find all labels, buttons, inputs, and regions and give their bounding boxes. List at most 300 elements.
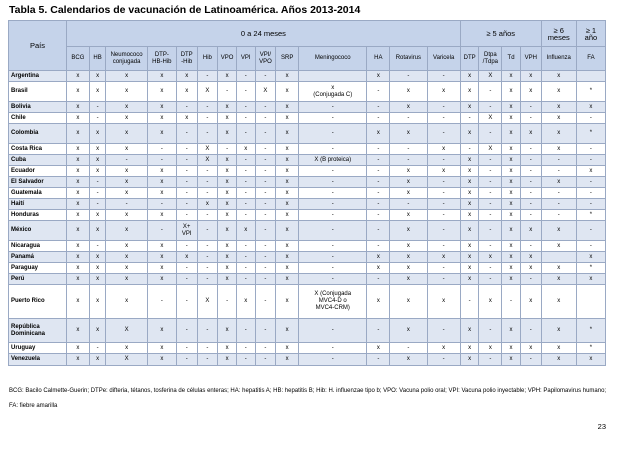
table-cell: - xyxy=(176,210,197,221)
column-header: VPI/ VPO xyxy=(255,47,276,71)
table-cell: x xyxy=(147,124,176,144)
column-header: DTP- HB-Hib xyxy=(147,47,176,71)
table-cell: x xyxy=(106,252,147,263)
table-cell: - xyxy=(176,285,197,319)
table-cell: - xyxy=(236,82,255,102)
column-header: HB xyxy=(89,47,106,71)
table-cell: x xyxy=(427,252,460,263)
table-row xyxy=(9,252,606,263)
header-0-24-meses: 0 a 24 meses xyxy=(67,21,461,47)
table-cell: x xyxy=(502,274,521,285)
table-cell: - xyxy=(299,199,367,210)
table-cell: - xyxy=(390,155,427,166)
table-cell: - xyxy=(255,263,276,274)
table-cell: x xyxy=(460,82,479,102)
table-cell: x xyxy=(576,274,605,285)
table-cell: - xyxy=(427,210,460,221)
table-cell: x xyxy=(390,252,427,263)
header-pais: País xyxy=(9,21,67,71)
table-cell: x xyxy=(276,354,299,366)
table-cell: - xyxy=(255,166,276,177)
table-cell: - xyxy=(479,82,502,102)
table-cell: - xyxy=(299,241,367,252)
table-cell: - xyxy=(255,124,276,144)
table-cell: - xyxy=(541,155,576,166)
table-cell: x xyxy=(276,319,299,343)
table-cell: X xyxy=(255,82,276,102)
table-cell: x xyxy=(367,343,390,354)
table-cell: - xyxy=(197,319,218,343)
table-cell: x xyxy=(390,263,427,274)
table-cell: - xyxy=(147,285,176,319)
table-cell: X xyxy=(479,113,502,124)
table-cell: x xyxy=(67,252,90,263)
table-cell: - xyxy=(236,188,255,199)
table-row xyxy=(9,113,606,124)
table-cell: - xyxy=(299,343,367,354)
table-cell: - xyxy=(427,274,460,285)
table-cell: - xyxy=(197,102,218,113)
table-cell: x xyxy=(541,319,576,343)
table-cell: x xyxy=(520,343,541,354)
table-cell: x xyxy=(502,199,521,210)
table-cell: x xyxy=(502,82,521,102)
table-cell: x xyxy=(460,252,479,263)
table-cell: x xyxy=(67,124,90,144)
table-row xyxy=(9,71,606,82)
table-cell: x xyxy=(147,354,176,366)
table-cell: x xyxy=(541,263,576,274)
table-cell: x xyxy=(479,343,502,354)
table-cell: - xyxy=(367,210,390,221)
table-cell: - xyxy=(427,354,460,366)
table-cell: x xyxy=(67,285,90,319)
table-cell: - xyxy=(367,354,390,366)
table-cell: - xyxy=(299,274,367,285)
table-cell: - xyxy=(106,199,147,210)
table-cell: x xyxy=(460,102,479,113)
table-cell: x xyxy=(67,113,90,124)
column-header: DTP xyxy=(460,47,479,71)
table-cell: * xyxy=(576,82,605,102)
table-cell: - xyxy=(576,188,605,199)
table-cell: x xyxy=(276,199,299,210)
table-row xyxy=(9,319,606,343)
table-cell: x xyxy=(276,102,299,113)
table-cell: X xyxy=(106,319,147,343)
table-cell: x xyxy=(576,252,605,263)
table-cell: x xyxy=(276,166,299,177)
table-cell: - xyxy=(541,188,576,199)
table-cell: x xyxy=(67,144,90,155)
table-cell: x xyxy=(197,199,218,210)
table-cell: - xyxy=(236,210,255,221)
table-cell: - xyxy=(367,82,390,102)
table-cell: x xyxy=(276,113,299,124)
table-cell: - xyxy=(255,319,276,343)
table-cell: x xyxy=(576,166,605,177)
table-cell: - xyxy=(89,343,106,354)
table-cell: - xyxy=(299,177,367,188)
table-cell: - xyxy=(427,71,460,82)
table-cell: x xyxy=(541,124,576,144)
table-cell: - xyxy=(197,113,218,124)
table-cell: - xyxy=(255,71,276,82)
table-cell: - xyxy=(427,177,460,188)
country-cell: El Salvador xyxy=(9,177,67,188)
table-cell: x xyxy=(147,274,176,285)
table-cell: x xyxy=(541,113,576,124)
table-cell: x xyxy=(576,354,605,366)
table-cell: * xyxy=(576,124,605,144)
header-5-anos: ≥ 5 años xyxy=(460,21,541,47)
table-row xyxy=(9,177,606,188)
table-row xyxy=(9,166,606,177)
table-cell: x xyxy=(276,155,299,166)
table-cell: - xyxy=(460,285,479,319)
table-cell: x xyxy=(218,343,237,354)
table-cell: x xyxy=(427,82,460,102)
table-cell: x xyxy=(236,144,255,155)
table-cell: x xyxy=(520,82,541,102)
table-cell: - xyxy=(197,343,218,354)
table-cell: - xyxy=(576,221,605,241)
table-cell: - xyxy=(255,241,276,252)
table-cell: - xyxy=(479,241,502,252)
table-cell: x xyxy=(67,274,90,285)
table-cell: x xyxy=(460,263,479,274)
table-cell: - xyxy=(176,124,197,144)
table-cell: x xyxy=(147,113,176,124)
table-cell xyxy=(576,285,605,319)
table-cell: - xyxy=(479,124,502,144)
table-cell: - xyxy=(299,319,367,343)
table-cell: - xyxy=(541,166,576,177)
table-cell: x xyxy=(106,188,147,199)
table-cell: x xyxy=(276,241,299,252)
table-cell: X xyxy=(479,71,502,82)
table-cell: x xyxy=(218,188,237,199)
country-cell: Argentina xyxy=(9,71,67,82)
table-cell: - xyxy=(479,263,502,274)
table-cell: - xyxy=(236,241,255,252)
table-cell: x xyxy=(520,71,541,82)
table-cell: - xyxy=(197,241,218,252)
table-cell: x xyxy=(218,124,237,144)
table-cell: x xyxy=(276,343,299,354)
column-header: Neumococo conjugada xyxy=(106,47,147,71)
footnote: BCG: Bacilo Calmette-Guerin; DTPe: difteria, tétanos, tosferina de células enteras; HA: hepatitis A; HB: hepatitis B; Hib: H. influenzae tipo b; VPO: Vacuna polio oral; VPI: Vacuna polio inyectable; VPH: Papilomavirus humano; FA: fiebre amarilla xyxy=(9,388,607,409)
table-cell: x xyxy=(147,252,176,263)
table-cell: x xyxy=(541,221,576,241)
table-cell: - xyxy=(427,113,460,124)
table-cell: - xyxy=(367,155,390,166)
table-cell: - xyxy=(427,221,460,241)
country-cell: Guatemala xyxy=(9,188,67,199)
table-cell: x xyxy=(367,285,390,319)
table-cell: - xyxy=(299,166,367,177)
table-cell: x xyxy=(460,71,479,82)
column-header: Meningococo xyxy=(299,47,367,71)
table-row xyxy=(9,188,606,199)
table-cell: x xyxy=(89,144,106,155)
table-cell: x xyxy=(67,221,90,241)
table-cell: x xyxy=(276,274,299,285)
table-cell: x xyxy=(502,124,521,144)
column-header: DTP -Hib xyxy=(176,47,197,71)
table-cell: x xyxy=(390,210,427,221)
table-cell: - xyxy=(236,166,255,177)
table-cell: x xyxy=(502,155,521,166)
table-cell: x xyxy=(147,102,176,113)
country-cell: Honduras xyxy=(9,210,67,221)
country-cell: Panamá xyxy=(9,252,67,263)
table-cell: x xyxy=(67,188,90,199)
table-cell: x xyxy=(276,285,299,319)
table-cell: x xyxy=(479,285,502,319)
table-cell: x xyxy=(89,319,106,343)
table-cell: x xyxy=(89,155,106,166)
column-header: VPI xyxy=(236,47,255,71)
table-cell: * xyxy=(576,210,605,221)
country-cell: Paraguay xyxy=(9,263,67,274)
table-cell: x xyxy=(89,71,106,82)
table-cell: - xyxy=(541,199,576,210)
table-cell: - xyxy=(460,113,479,124)
table-cell: - xyxy=(390,199,427,210)
table-cell: x xyxy=(541,144,576,155)
table-cell: x xyxy=(502,166,521,177)
table-cell: x xyxy=(390,354,427,366)
table-cell: - xyxy=(576,144,605,155)
table-cell: x xyxy=(218,252,237,263)
table-cell: x xyxy=(502,71,521,82)
table-cell: x xyxy=(147,166,176,177)
table-cell: - xyxy=(427,188,460,199)
table-cell: - xyxy=(197,71,218,82)
column-header: SRP xyxy=(276,47,299,71)
table-cell: - xyxy=(479,155,502,166)
table-cell: x xyxy=(106,166,147,177)
vaccination-table xyxy=(8,20,606,366)
table-cell: x xyxy=(147,177,176,188)
table-cell: - xyxy=(255,144,276,155)
table-cell: - xyxy=(479,210,502,221)
table-cell: - xyxy=(479,221,502,241)
table-cell: - xyxy=(427,319,460,343)
table-cell: - xyxy=(299,124,367,144)
table-cell: x xyxy=(176,82,197,102)
table-cell: x xyxy=(67,199,90,210)
table-row xyxy=(9,241,606,252)
table-cell: x xyxy=(541,82,576,102)
table-cell: - xyxy=(255,343,276,354)
table-cell: - xyxy=(236,155,255,166)
table-cell: x xyxy=(218,319,237,343)
table-cell: x xyxy=(276,124,299,144)
table-cell: - xyxy=(176,199,197,210)
table-cell: x xyxy=(218,263,237,274)
table-cell: x xyxy=(460,155,479,166)
table-cell: x xyxy=(276,71,299,82)
table-cell: - xyxy=(427,155,460,166)
table-cell: x xyxy=(89,221,106,241)
table-cell: - xyxy=(427,199,460,210)
table-cell: - xyxy=(197,252,218,263)
table-cell: - xyxy=(520,319,541,343)
country-cell: México xyxy=(9,221,67,241)
country-cell: Chile xyxy=(9,113,67,124)
country-cell: Ecuador xyxy=(9,166,67,177)
table-cell: x xyxy=(218,221,237,241)
table-cell: x xyxy=(427,285,460,319)
table-cell: - xyxy=(197,274,218,285)
column-header: HA xyxy=(367,47,390,71)
table-cell: x xyxy=(218,166,237,177)
table-cell: x xyxy=(218,354,237,366)
table-cell: - xyxy=(255,199,276,210)
table-cell: x xyxy=(106,124,147,144)
table-cell: x xyxy=(89,210,106,221)
table-cell: X xyxy=(197,144,218,155)
table-cell: - xyxy=(89,241,106,252)
table-cell: - xyxy=(197,263,218,274)
table-cell: x xyxy=(390,124,427,144)
table-cell: x xyxy=(276,263,299,274)
table-row xyxy=(9,102,606,113)
table-cell: - xyxy=(236,124,255,144)
table-cell: x xyxy=(541,102,576,113)
table-cell: x xyxy=(390,166,427,177)
table-cell: - xyxy=(576,177,605,188)
table-cell: - xyxy=(197,188,218,199)
table-cell: x (Conjugada C) xyxy=(299,82,367,102)
table-cell: x xyxy=(460,221,479,241)
table-cell: x xyxy=(390,285,427,319)
table-cell: x xyxy=(67,343,90,354)
table-cell: X xyxy=(197,285,218,319)
table-cell: x xyxy=(218,102,237,113)
table-cell: - xyxy=(576,113,605,124)
table-cell: x xyxy=(67,82,90,102)
table-cell: x xyxy=(218,71,237,82)
column-header: Td xyxy=(502,47,521,71)
table-cell: x xyxy=(502,221,521,241)
table-row xyxy=(9,210,606,221)
table-cell: - xyxy=(236,274,255,285)
table-cell: - xyxy=(236,343,255,354)
table-cell: x xyxy=(147,210,176,221)
table-cell: - xyxy=(479,102,502,113)
table-cell: - xyxy=(427,241,460,252)
table-cell: x xyxy=(460,241,479,252)
table-cell: - xyxy=(176,343,197,354)
table-cell: x xyxy=(541,285,576,319)
table-cell: * xyxy=(576,263,605,274)
table-cell: - xyxy=(236,319,255,343)
table-cell: * xyxy=(576,319,605,343)
table-cell: - xyxy=(367,274,390,285)
table-cell: x xyxy=(89,124,106,144)
country-cell: Nicaragua xyxy=(9,241,67,252)
table-cell: x xyxy=(390,241,427,252)
table-cell: x xyxy=(367,71,390,82)
country-cell: Bolivia xyxy=(9,102,67,113)
table-cell: x xyxy=(502,210,521,221)
table-cell: x xyxy=(106,144,147,155)
table-cell: x xyxy=(106,102,147,113)
table-cell: x xyxy=(479,252,502,263)
table-cell: - xyxy=(299,221,367,241)
table-cell: x xyxy=(502,252,521,263)
country-cell: Colombia xyxy=(9,124,67,144)
table-cell: x xyxy=(218,155,237,166)
table-cell: - xyxy=(479,354,502,366)
table-cell: - xyxy=(89,102,106,113)
table-cell: x xyxy=(67,102,90,113)
table-cell: - xyxy=(576,199,605,210)
table-cell: - xyxy=(218,82,237,102)
table-cell: x xyxy=(218,274,237,285)
table-cell: x xyxy=(276,177,299,188)
table-cell: x xyxy=(460,210,479,221)
table-cell: - xyxy=(520,113,541,124)
table-cell: - xyxy=(390,144,427,155)
table-cell: - xyxy=(502,285,521,319)
table-cell: x xyxy=(106,241,147,252)
table-cell: - xyxy=(367,319,390,343)
table-cell: - xyxy=(367,241,390,252)
table-cell: - xyxy=(520,241,541,252)
table-cell: x xyxy=(541,241,576,252)
table-cell: x xyxy=(576,102,605,113)
table-cell: - xyxy=(520,144,541,155)
table-cell: x xyxy=(67,319,90,343)
table-cell: x xyxy=(502,144,521,155)
table-cell: x xyxy=(176,252,197,263)
table-cell: - xyxy=(299,210,367,221)
table-cell: x xyxy=(147,188,176,199)
table-cell: X xyxy=(197,82,218,102)
table-cell: - xyxy=(299,113,367,124)
table-cell: - xyxy=(299,188,367,199)
table-cell: x xyxy=(541,354,576,366)
table-cell: - xyxy=(236,354,255,366)
table-cell: - xyxy=(89,113,106,124)
table-cell: x xyxy=(106,285,147,319)
table-row xyxy=(9,221,606,241)
table-cell: x xyxy=(460,354,479,366)
table-cell: - xyxy=(390,343,427,354)
table-cell: x xyxy=(67,241,90,252)
column-header: VPO xyxy=(218,47,237,71)
table-cell: - xyxy=(197,221,218,241)
table-cell: - xyxy=(299,263,367,274)
table-cell: x xyxy=(390,102,427,113)
table-cell xyxy=(299,71,367,82)
page-number: 23 xyxy=(597,422,606,431)
table-cell: - xyxy=(427,102,460,113)
table-cell: - xyxy=(576,155,605,166)
table-cell: x xyxy=(520,221,541,241)
country-cell: Venezuela xyxy=(9,354,67,366)
column-header: Dtpa /Tdpa xyxy=(479,47,502,71)
table-cell: - xyxy=(176,188,197,199)
table-cell: - xyxy=(197,210,218,221)
table-row xyxy=(9,354,606,366)
table-cell: - xyxy=(197,166,218,177)
table-cell: - xyxy=(299,144,367,155)
